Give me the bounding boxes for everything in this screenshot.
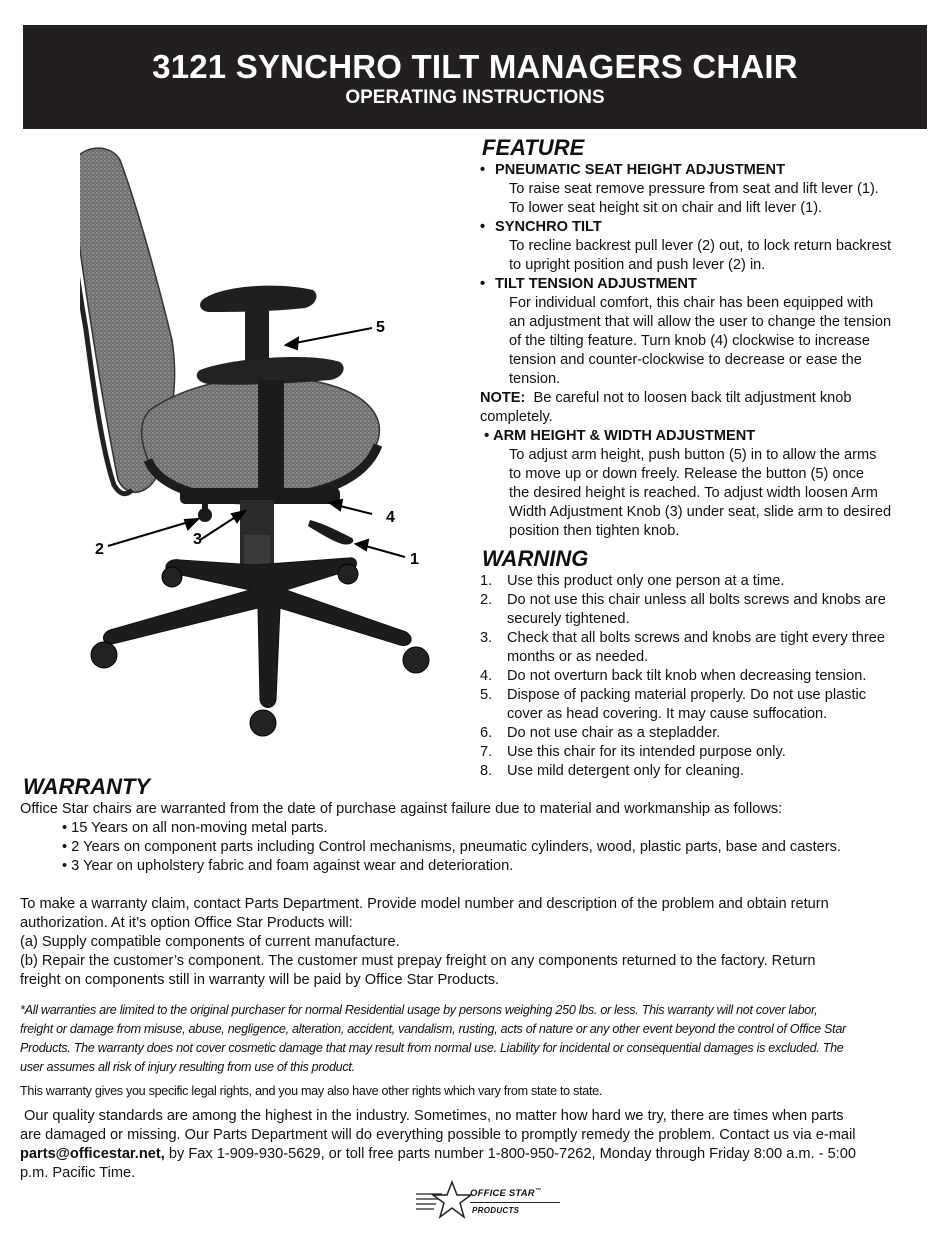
caster bbox=[403, 647, 429, 673]
list-item: 4. Do not overturn back tilt knob when decreasing tension. bbox=[480, 668, 867, 684]
callout-1: 1 bbox=[410, 551, 419, 568]
knob-4 bbox=[316, 486, 334, 504]
warranty-bullets bbox=[20, 819, 930, 876]
email-link[interactable]: parts@officestar.net, bbox=[20, 1146, 165, 1162]
note-label: NOTE: bbox=[480, 390, 526, 406]
caster bbox=[250, 710, 276, 736]
feature-item: • SYNCHRO TILT To recline backrest pull lever (2) out, to lock return backrest to upright position and push lever (2) in. bbox=[480, 219, 892, 273]
lever-1 bbox=[308, 520, 353, 545]
callout-4: 4 bbox=[386, 509, 395, 526]
list-item: • 3 Year on upholstery fabric and foam against wear and deterioration. bbox=[62, 858, 514, 874]
list-item: 6. Do not use chair as a stepladder. bbox=[480, 725, 721, 741]
warranty-fine-print: *All warranties are limited to the original purchaser for normal Residential usage by persons weighing 250 lbs. or less. This warranty will not cover labor, freight or damage from misuse, abuse, negligence, alteration, accident, vandalism, rusting, acts of nature or any other event beyond the control of Office Star Products. The warranty does not cover cosmetic damage that may result from normal use. Liability for incidental or consequential damages is excluded. The user assumes all risk of injury resulting from use of this product. bbox=[20, 1003, 846, 1074]
caster bbox=[162, 567, 182, 587]
feature-heading: SYNCHRO TILT bbox=[495, 219, 602, 235]
callout-5: 5 bbox=[376, 319, 385, 336]
list-item: 2. Do not use this chair unless all bolts screws and knobs are securely tightened. bbox=[480, 592, 886, 627]
feature-heading: TILT TENSION ADJUSTMENT bbox=[495, 276, 697, 292]
logo-products: PRODUCTS bbox=[472, 1206, 520, 1215]
warranty-title: WARRANTY bbox=[23, 774, 151, 799]
feature-item: • ARM HEIGHT & WIDTH ADJUSTMENT To adjust arm height, push button (5) in to allow the arms to move up or down freely. Release the button (5) once the desired height is reached. To adjust width loosen Arm Width Adjustment Knob (3) under seat, slide arm to desired position then tighten knob. bbox=[484, 428, 892, 539]
legal-rights: This warranty gives you specific legal rights, and you may also have other rights which vary from state to state. bbox=[20, 1084, 603, 1098]
note: NOTE: Be careful not to loosen back tilt adjustment knob bbox=[480, 390, 852, 406]
note-continued: completely. bbox=[480, 409, 553, 425]
quality-statement: Our quality standards are among the highest in the industry. Sometimes, no matter how hard we try, there are times when parts are damaged or missing. Our Parts Department will do everything possible to promptly remedy the problem. Contact us via e-mail parts@officestar.net, by Fax 1-909-930-5629, or toll free parts number 1-800-950-7262, Monday through Friday 8:00 a.m. - 5:00 p.m. Pacific Time. bbox=[20, 1108, 856, 1181]
warning-title: WARNING bbox=[482, 546, 589, 571]
page-title: 3121 SYNCHRO TILT MANAGERS CHAIR bbox=[152, 48, 798, 85]
feature-warning-column bbox=[480, 135, 930, 781]
star-icon bbox=[414, 1180, 474, 1220]
warning-list bbox=[480, 572, 930, 781]
warranty-section bbox=[20, 774, 930, 1183]
list-item: 3. Check that all bolts screws and knobs are tight every three months or as needed. bbox=[480, 630, 886, 665]
list-item: 5. Dispose of packing material properly. Do not use plastic cover as head covering. It may cause suffocation. bbox=[480, 687, 867, 722]
page-subtitle: OPERATING INSTRUCTIONS bbox=[345, 87, 605, 108]
caster bbox=[91, 642, 117, 668]
feature-title: FEATURE bbox=[482, 135, 585, 160]
office-star-logo: OFFICE STAR™ PRODUCTS bbox=[414, 1180, 564, 1220]
callout-2: 2 bbox=[95, 541, 104, 558]
chair-base bbox=[103, 558, 411, 708]
feature-item: • PNEUMATIC SEAT HEIGHT ADJUSTMENT To raise seat remove pressure from seat and lift lever (1). To lower seat height sit on chair and lift lever (1). bbox=[480, 162, 879, 216]
chair-illustration bbox=[80, 140, 460, 760]
feature-heading: ARM HEIGHT & WIDTH ADJUSTMENT bbox=[493, 428, 756, 444]
warranty-claim: To make a warranty claim, contact Parts Department. Provide model number and description of the problem and obtain return authorization. At it’s option Office Star Products will: (a) Supply compatible components of current manufacture. (b) Repair the customer’s component. The customer must prepay freight on any components returned to the factory. Return freight on components still in warranty will be paid by Office Star Products. bbox=[20, 896, 829, 988]
title-banner bbox=[23, 25, 927, 129]
feature-heading: PNEUMATIC SEAT HEIGHT ADJUSTMENT bbox=[495, 162, 785, 178]
list-item: 1. Use this product only one person at a time. bbox=[480, 573, 785, 589]
list-item: • 15 Years on all non-moving metal parts. bbox=[62, 820, 328, 836]
caster bbox=[338, 564, 358, 584]
warranty-intro: Office Star chairs are warranted from the date of purchase against failure due to material and workmanship as follows: bbox=[20, 801, 783, 817]
list-item: • 2 Years on component parts including Control mechanisms, pneumatic cylinders, wood, plastic parts, base and casters. bbox=[62, 839, 841, 855]
logo-name: OFFICE STAR bbox=[470, 1188, 535, 1200]
list-item: 8. Use mild detergent only for cleaning. bbox=[480, 763, 744, 779]
callout-3: 3 bbox=[193, 531, 202, 548]
list-item: 7. Use this chair for its intended purpose only. bbox=[480, 744, 786, 760]
feature-item: • TILT TENSION ADJUSTMENT For individual comfort, this chair has been equipped with an adjustment that will allow the user to change the tension of the tilting feature. Turn knob (4) clockwise to increase tension and counter-clockwise to decrease or ease the tension. bbox=[480, 276, 892, 387]
